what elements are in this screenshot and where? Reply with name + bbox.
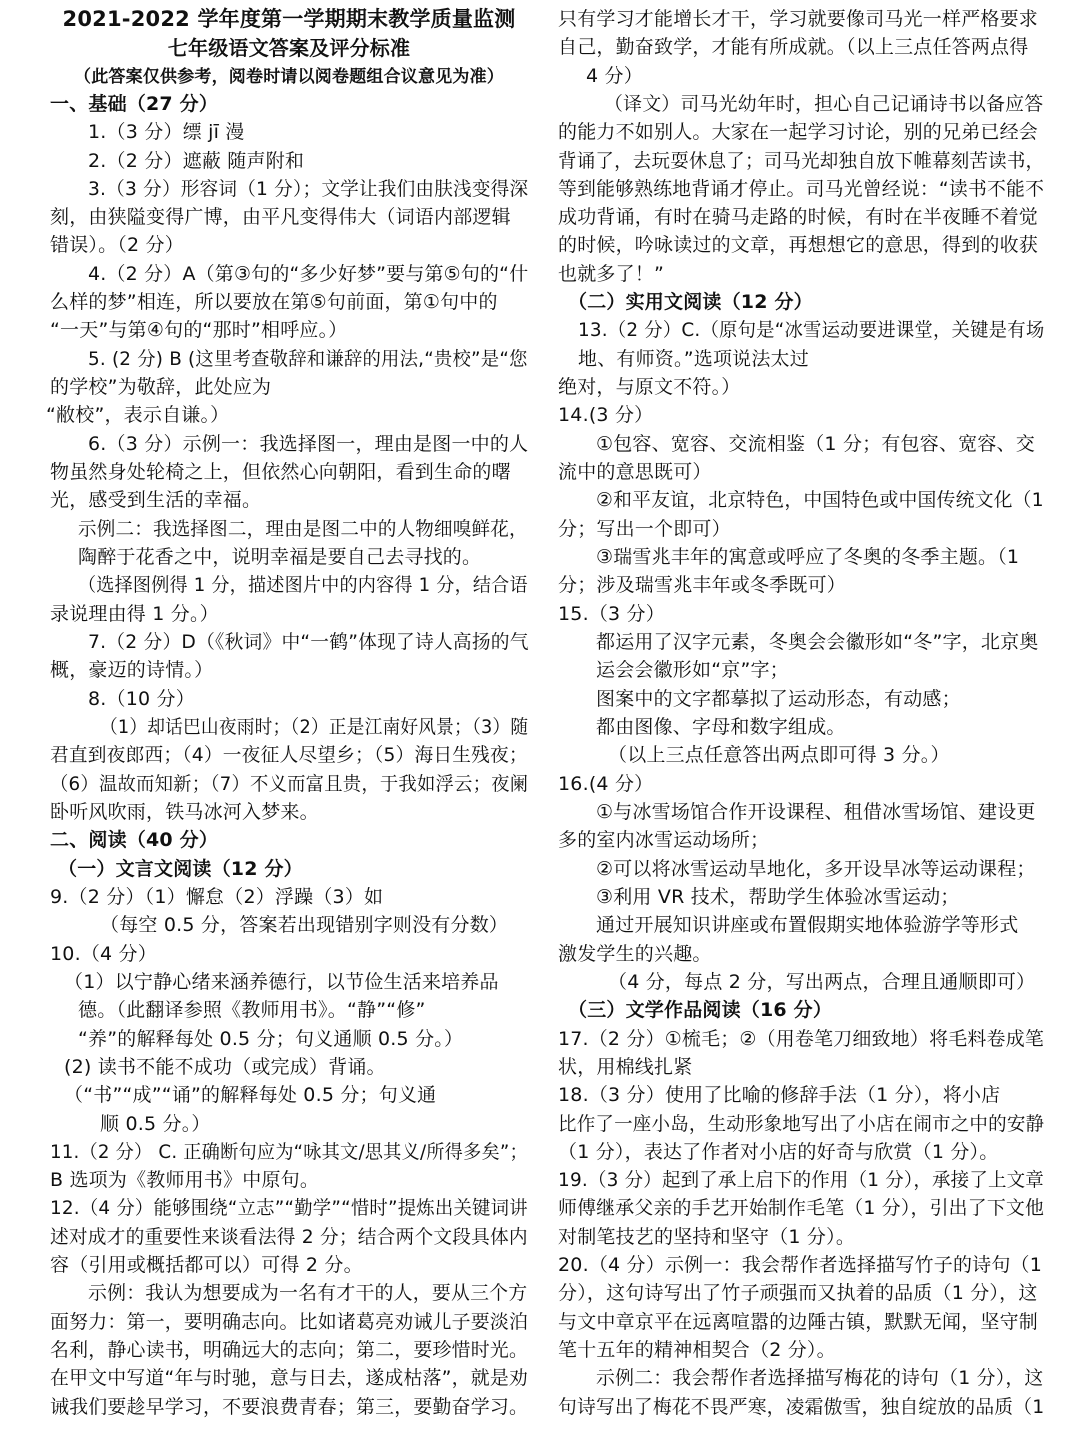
answer-line: 2.（2 分）遮蔽 随声附和 xyxy=(88,150,305,172)
answer-line: 状，用棉线扎紧 xyxy=(558,1056,693,1078)
answer-line: （1 分），表达了作者对小店的好奇与欣赏（1 分）。 xyxy=(558,1141,999,1163)
answer-line: ③瑞雪兆丰年的寓意或呼应了冬奥的冬季主题。（1 xyxy=(596,546,1020,568)
answer-line: 5. (2 分) B (这里考查敬辞和谦辞的用法,“贵校”是“您 xyxy=(88,348,528,370)
answer-line: 14.(3 分） xyxy=(558,404,654,426)
section-heading: （二）实用文阅读（12 分） xyxy=(568,291,813,313)
answer-line: ②可以将冰雪运动旱地化，多开设旱冰等运动课程； xyxy=(596,858,1036,880)
answer-line: “一天”与第④句的“那时”相呼应。） xyxy=(50,319,348,341)
answer-line: 分；涉及瑞雪兆丰年或冬季既可） xyxy=(558,574,847,596)
answer-line: 对制笔技艺的坚持和坚守（1 分）。 xyxy=(558,1226,856,1248)
answer-line: （“书”“成”“诵”的解释每处 0.5 分；句义通 xyxy=(64,1084,437,1106)
answer-line: 分），这句诗写出了竹子顽强而又执着的品质（1 分），这 xyxy=(558,1282,1038,1304)
answer-line: 物虽然身处轮椅之上，但依然心向朝阳，看到生命的曙 xyxy=(50,461,511,483)
answer-line: 12.（4 分）能够围绕“立志”“勤学”“惜时”提炼出关键词讲 xyxy=(50,1197,528,1219)
answer-line: “养”的解释每处 0.5 分；句义通顺 0.5 分。） xyxy=(78,1028,464,1050)
answer-line: ③利用 VR 技术，帮助学生体验冰雪运动； xyxy=(596,886,960,908)
answer-line: 20.（4 分）示例一：我会帮作者选择描写竹子的诗句（1 xyxy=(558,1254,1043,1276)
answer-line: 流中的意思既可） xyxy=(558,461,712,483)
answer-line: 多的室内冰雪运动场所； xyxy=(558,829,770,851)
answer-line: 示例二：我会帮作者选择描写梅花的诗句（1 分），这 xyxy=(596,1367,1044,1389)
answer-line: 的学校”为敬辞，此处应为 xyxy=(50,376,272,398)
document-subtitle: 七年级语文答案及评分标准 xyxy=(167,36,411,60)
answer-line: 11.（2 分） C. 正确断句应为“咏其文/思其义/所得多矣”； xyxy=(50,1141,528,1163)
answer-line: B 选项为《教师用书》中原句。 xyxy=(50,1169,320,1191)
answer-line: (2) 读书不能不成功（或完成）背诵。 xyxy=(64,1056,386,1078)
answer-line: 自己，勤奋致学，才能有所成就。（以上三点任答两点得 xyxy=(558,36,1029,58)
answer-line: 容（引用或概括都可以）可得 2 分。 xyxy=(50,1254,363,1276)
answer-line: 笔十五年的精神相契合（2 分）。 xyxy=(558,1339,836,1361)
answer-line: 刻，由狭隘变得广博，由平凡变得伟大（词语内部逻辑 xyxy=(50,206,511,228)
answer-line: 成功背诵，有时在骑马走路的时候，有时在半夜睡不着觉 xyxy=(558,206,1039,228)
answer-line: （4 分，每点 2 分，写出两点，合理且通顺即可） xyxy=(608,971,1036,993)
answer-line: 的时候，吟咏读过的文章，再想想它的意思，得到的收获 xyxy=(558,234,1039,256)
answer-line: 错误）。（2 分） xyxy=(50,234,184,256)
answer-line: 都运用了汉字元素，冬奥会会徽形如“冬”字，北京奥 xyxy=(596,631,1039,653)
answer-line: 录说理由得 1 分。） xyxy=(50,603,219,625)
answer-line: 17.（2 分）①梳毛；②（用卷笔刀细致地）将毛料卷成笔 xyxy=(558,1028,1045,1050)
answer-line: 德。（此翻译参照《教师用书》。“静”“修” xyxy=(78,999,426,1021)
answer-line: ②和平友谊，北京特色，中国特色或中国传统文化（1 xyxy=(596,489,1044,511)
answer-line: 7.（2 分）D（《秋词》中“一鹤”体现了诗人高扬的气 xyxy=(88,631,529,653)
answer-line: 也就多了！” xyxy=(558,263,665,285)
answer-line: 绝对，与原文不符。） xyxy=(558,376,741,398)
answer-line: 激发学生的兴趣。 xyxy=(558,943,712,965)
answer-line: 16.(4 分） xyxy=(558,773,654,795)
answer-line: （1）以宁静心绪来涵养德行，以节俭生活来培养品 xyxy=(64,971,499,993)
answer-line: （选择图例得 1 分，描述图片中的内容得 1 分，结合语 xyxy=(78,574,528,596)
answer-line: 13.（2 分）C.（原句是“冰雪运动要进课堂，关键是有场 xyxy=(578,319,1045,341)
answer-line: 19.（3 分）起到了承上启下的作用（1 分），承接了上文章 xyxy=(558,1169,1044,1191)
answer-line: （1）却话巴山夜雨时；（2）正是江南好风景；（3）随 xyxy=(100,716,529,738)
answer-line: 句诗写出了梅花不畏严寒，凌霜傲雪，独自绽放的品质（1 xyxy=(558,1396,1045,1418)
answer-line: 6.（3 分）示例一：我选择图一，理由是图一中的人 xyxy=(88,433,529,455)
answer-line: 9.（2 分）（1）懈怠（2）浮躁（3）如 xyxy=(50,886,384,908)
answer-line: 只有学习才能增长才干，学习就要像司马光一样严格要求 xyxy=(558,8,1039,30)
answer-line: 的能力不如别人。大家在一起学习讨论，别的兄弟已经会 xyxy=(558,121,1039,143)
answer-line: 面努力：第一，要明确志向。比如诸葛亮劝诫儿子要淡泊 xyxy=(50,1311,529,1333)
answer-line: 4 分） xyxy=(586,65,643,87)
answer-line: 18.（3 分）使用了比喻的修辞手法（1 分），将小店 xyxy=(558,1084,1001,1106)
section-heading: 一、基础（27 分） xyxy=(50,93,219,115)
answer-line: 光，感受到生活的幸福。 xyxy=(50,489,262,511)
answer-line: 15.（3 分） xyxy=(558,603,665,625)
answer-line: 通过开展知识讲座或布置假期实地体验游学等形式 xyxy=(596,914,1019,936)
answer-line: 运会会徽形如“京”字； xyxy=(596,659,789,681)
answer-line: 在甲文中写道“年与时驰，意与日去，遂成枯落”，就是劝 xyxy=(50,1367,529,1389)
answer-line: 4.（2 分）A（第③句的“多少好梦”要与第⑤句的“什 xyxy=(88,263,529,285)
document-title: 2021-2022 学年度第一学期期末教学质量监测 xyxy=(62,7,516,31)
answer-line: ①与冰雪场馆合作开设课程、租借冰雪场馆、建设更 xyxy=(596,801,1036,823)
answer-line: “敝校”，表示自谦。） xyxy=(46,404,230,426)
document-note: （此答案仅供参考，阅卷时请以阅卷题组合议意见为准） xyxy=(74,67,504,87)
answer-line: 8.（10 分） xyxy=(88,688,195,710)
answer-line: 10.（4 分） xyxy=(50,943,157,965)
answer-line: 等到能够熟练地背诵才停止。司马光曾经说：“读书不能不 xyxy=(558,178,1045,200)
answer-line: 示例：我认为想要成为一名有才干的人，要从三个方 xyxy=(88,1282,528,1304)
answer-line: 3.（3 分）形容词（1 分）；文学让我们由肤浅变得深 xyxy=(88,178,529,200)
answer-line: 示例二：我选择图二，理由是图二中的人物细嗅鲜花， xyxy=(78,518,528,540)
answer-line: 都由图像、字母和数字组成。 xyxy=(596,716,846,738)
section-heading: （三）文学作品阅读（16 分） xyxy=(568,999,833,1021)
answer-line: 卧听风吹雨，铁马冰河入梦来。 xyxy=(50,801,319,823)
answer-line: 地、有师资。”选项说法太过 xyxy=(578,348,809,370)
answer-line: 背诵了，去玩耍休息了；司马光却独自放下帷幕刻苦读书， xyxy=(558,150,1045,172)
answer-line: ①包容、宽容、交流相鉴（1 分；有包容、宽容、交 xyxy=(596,433,1035,455)
answer-line: （每空 0.5 分，答案若出现错别字则没有分数） xyxy=(100,914,509,936)
answer-line: 名利，静心读书，明确远大的志向；第二，要珍惜时光。 xyxy=(50,1339,529,1361)
answer-line: 概，豪迈的诗情。） xyxy=(50,659,214,681)
answer-line: 顺 0.5 分。） xyxy=(100,1113,211,1135)
answer-line: 1.（3 分）缥 jī 漫 xyxy=(88,121,245,143)
answer-line: 述对成才的重要性来谈看法得 2 分；结合两个文段具体内 xyxy=(50,1226,528,1248)
answer-line: 师傅继承父亲的手艺开始制作毛笔（1 分），引出了下文他 xyxy=(558,1197,1045,1219)
answer-line: （以上三点任意答出两点即可得 3 分。） xyxy=(608,744,950,766)
answer-line: 陶醉于花香之中，说明幸福是要自己去寻找的。 xyxy=(78,546,482,568)
section-heading: （一）文言文阅读（12 分） xyxy=(58,858,303,880)
answer-line: （6）温故而知新；（7）不义而富且贵，于我如浮云；夜阑 xyxy=(50,773,529,795)
answer-line: 与文中章京平在远离喧嚣的边陲古镇，默默无闻，坚守制 xyxy=(558,1311,1039,1333)
answer-line: 诫我们要趁早学习，不要浪费青春；第三，要勤奋学习。 xyxy=(50,1396,529,1418)
answer-line: （译文）司马光幼年时，担心自己记诵诗书以备应答 xyxy=(604,93,1044,115)
section-heading: 二、阅读（40 分） xyxy=(50,829,219,851)
answer-line: 图案中的文字都摹拟了运动形态，有动感； xyxy=(596,688,961,710)
answer-line: 比作了一座小岛，生动形象地写出了小店在闹市之中的安静 xyxy=(558,1113,1045,1135)
answer-line: 么样的梦”相连，所以要放在第⑤句前面，第①句中的 xyxy=(50,291,498,313)
answer-line: 君直到夜郎西；（4）一夜征人尽望乡；（5）海日生残夜； xyxy=(50,744,528,766)
answer-line: 分；写出一个即可） xyxy=(558,518,731,540)
